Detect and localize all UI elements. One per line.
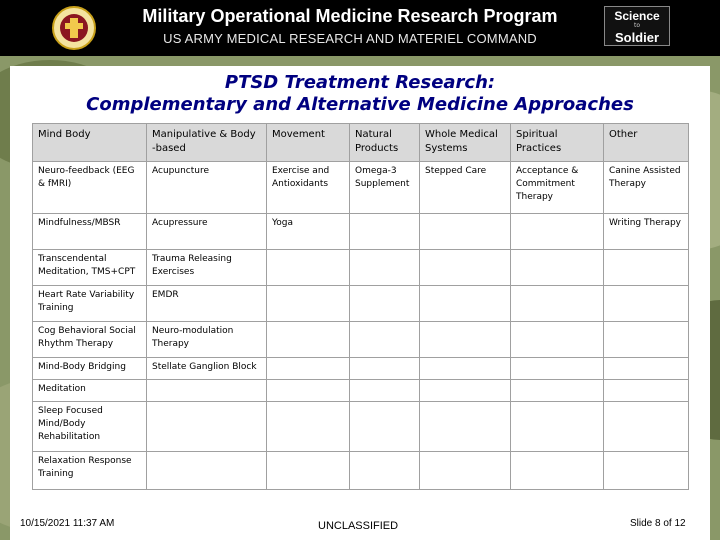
table-cell [511,214,604,250]
table-cell: Transcendental Meditation, TMS+CPT [33,250,147,286]
column-header: Manipulative & Body -based [147,124,267,162]
table-cell [267,286,350,322]
table-cell: Exercise and Antioxidants [267,162,350,214]
table-header-row [33,124,689,162]
table-row [33,358,689,380]
logo-word-soldier: Soldier [614,30,660,45]
table-cell [511,286,604,322]
table-cell [350,380,420,402]
table-cell [147,402,267,452]
table-cell: Heart Rate Variability Training [33,286,147,322]
table-row [33,322,689,358]
table-cell [511,380,604,402]
command-subtitle: US ARMY MEDICAL RESEARCH AND MATERIEL COMMAND [163,31,537,46]
table-cell [350,402,420,452]
table-cell [511,402,604,452]
table-cell [267,358,350,380]
table-cell [147,380,267,402]
table-cell [604,286,689,322]
table-cell: Acceptance & Commitment Therapy [511,162,604,214]
table-cell: Writing Therapy [604,214,689,250]
table-cell [511,250,604,286]
logo-word-science: Science [614,9,660,23]
footer-datetime: 10/15/2021 11:37 AM [20,518,115,529]
table-cell [420,250,511,286]
table-cell [350,250,420,286]
table-cell: Trauma Releasing Exercises [147,250,267,286]
table-cell [267,322,350,358]
table-cell [147,452,267,490]
footer-slide-number: Slide 8 of 12 [630,518,686,529]
slide-title [10,72,710,116]
table-cell: Acupressure [147,214,267,250]
table-cell [511,322,604,358]
table-cell: Sleep Focused Mind/Body Rehabilitation [33,402,147,452]
footer-classification: UNCLASSIFIED [318,520,399,532]
table-cell [350,452,420,490]
slide-title-line-1: PTSD Treatment Research: [224,72,496,93]
army-medical-crest-icon [52,6,96,50]
table-cell [420,452,511,490]
table-cell: Mindfulness/MBSR [33,214,147,250]
table-cell [511,358,604,380]
table-cell: Acupuncture [147,162,267,214]
column-header: Whole Medical Systems [420,124,511,162]
table-row [33,380,689,402]
slide-title-line-2: Complementary and Alternative Medicine Approaches [86,94,634,115]
column-header: Spiritual Practices [511,124,604,162]
table-cell: Yoga [267,214,350,250]
table-cell: Relaxation Response Training [33,452,147,490]
cam-approaches-table [32,123,689,490]
table-cell: Canine Assisted Therapy [604,162,689,214]
science-to-soldier-logo [604,6,670,46]
table-cell [604,322,689,358]
column-header: Natural Products [350,124,420,162]
table-cell [350,286,420,322]
table-cell: Cog Behavioral Social Rhythm Therapy [33,322,147,358]
table-cell: Meditation [33,380,147,402]
table-cell [350,214,420,250]
table-cell [420,286,511,322]
table-cell [420,214,511,250]
table-cell: Mind-Body Bridging [33,358,147,380]
table-row [33,402,689,452]
column-header: Movement [267,124,350,162]
table-cell [604,402,689,452]
table-cell [604,452,689,490]
table-row [33,214,689,250]
header-bar [0,0,720,56]
table-row [33,162,689,214]
program-title: Military Operational Medicine Research Program [142,6,558,26]
logo-word-to: to [633,22,641,29]
table-cell [267,402,350,452]
table-row [33,452,689,490]
table-cell: Neuro-feedback (EEG & fMRI) [33,162,147,214]
table-cell [420,358,511,380]
table-cell [267,452,350,490]
table-cell: Neuro-modulation Therapy [147,322,267,358]
table-row [33,250,689,286]
table-cell: Stepped Care [420,162,511,214]
table-cell: Omega-3 Supplement [350,162,420,214]
table-cell [420,380,511,402]
table-cell [267,250,350,286]
column-header: Mind Body [33,124,147,162]
table-cell [604,380,689,402]
table-cell: Stellate Ganglion Block [147,358,267,380]
table-cell [420,402,511,452]
table-cell [420,322,511,358]
table-cell [604,250,689,286]
table-cell: EMDR [147,286,267,322]
table-cell [267,380,350,402]
table-cell [511,452,604,490]
column-header: Other [604,124,689,162]
table-cell [604,358,689,380]
table-cell [350,358,420,380]
table-cell [350,322,420,358]
table-row [33,286,689,322]
